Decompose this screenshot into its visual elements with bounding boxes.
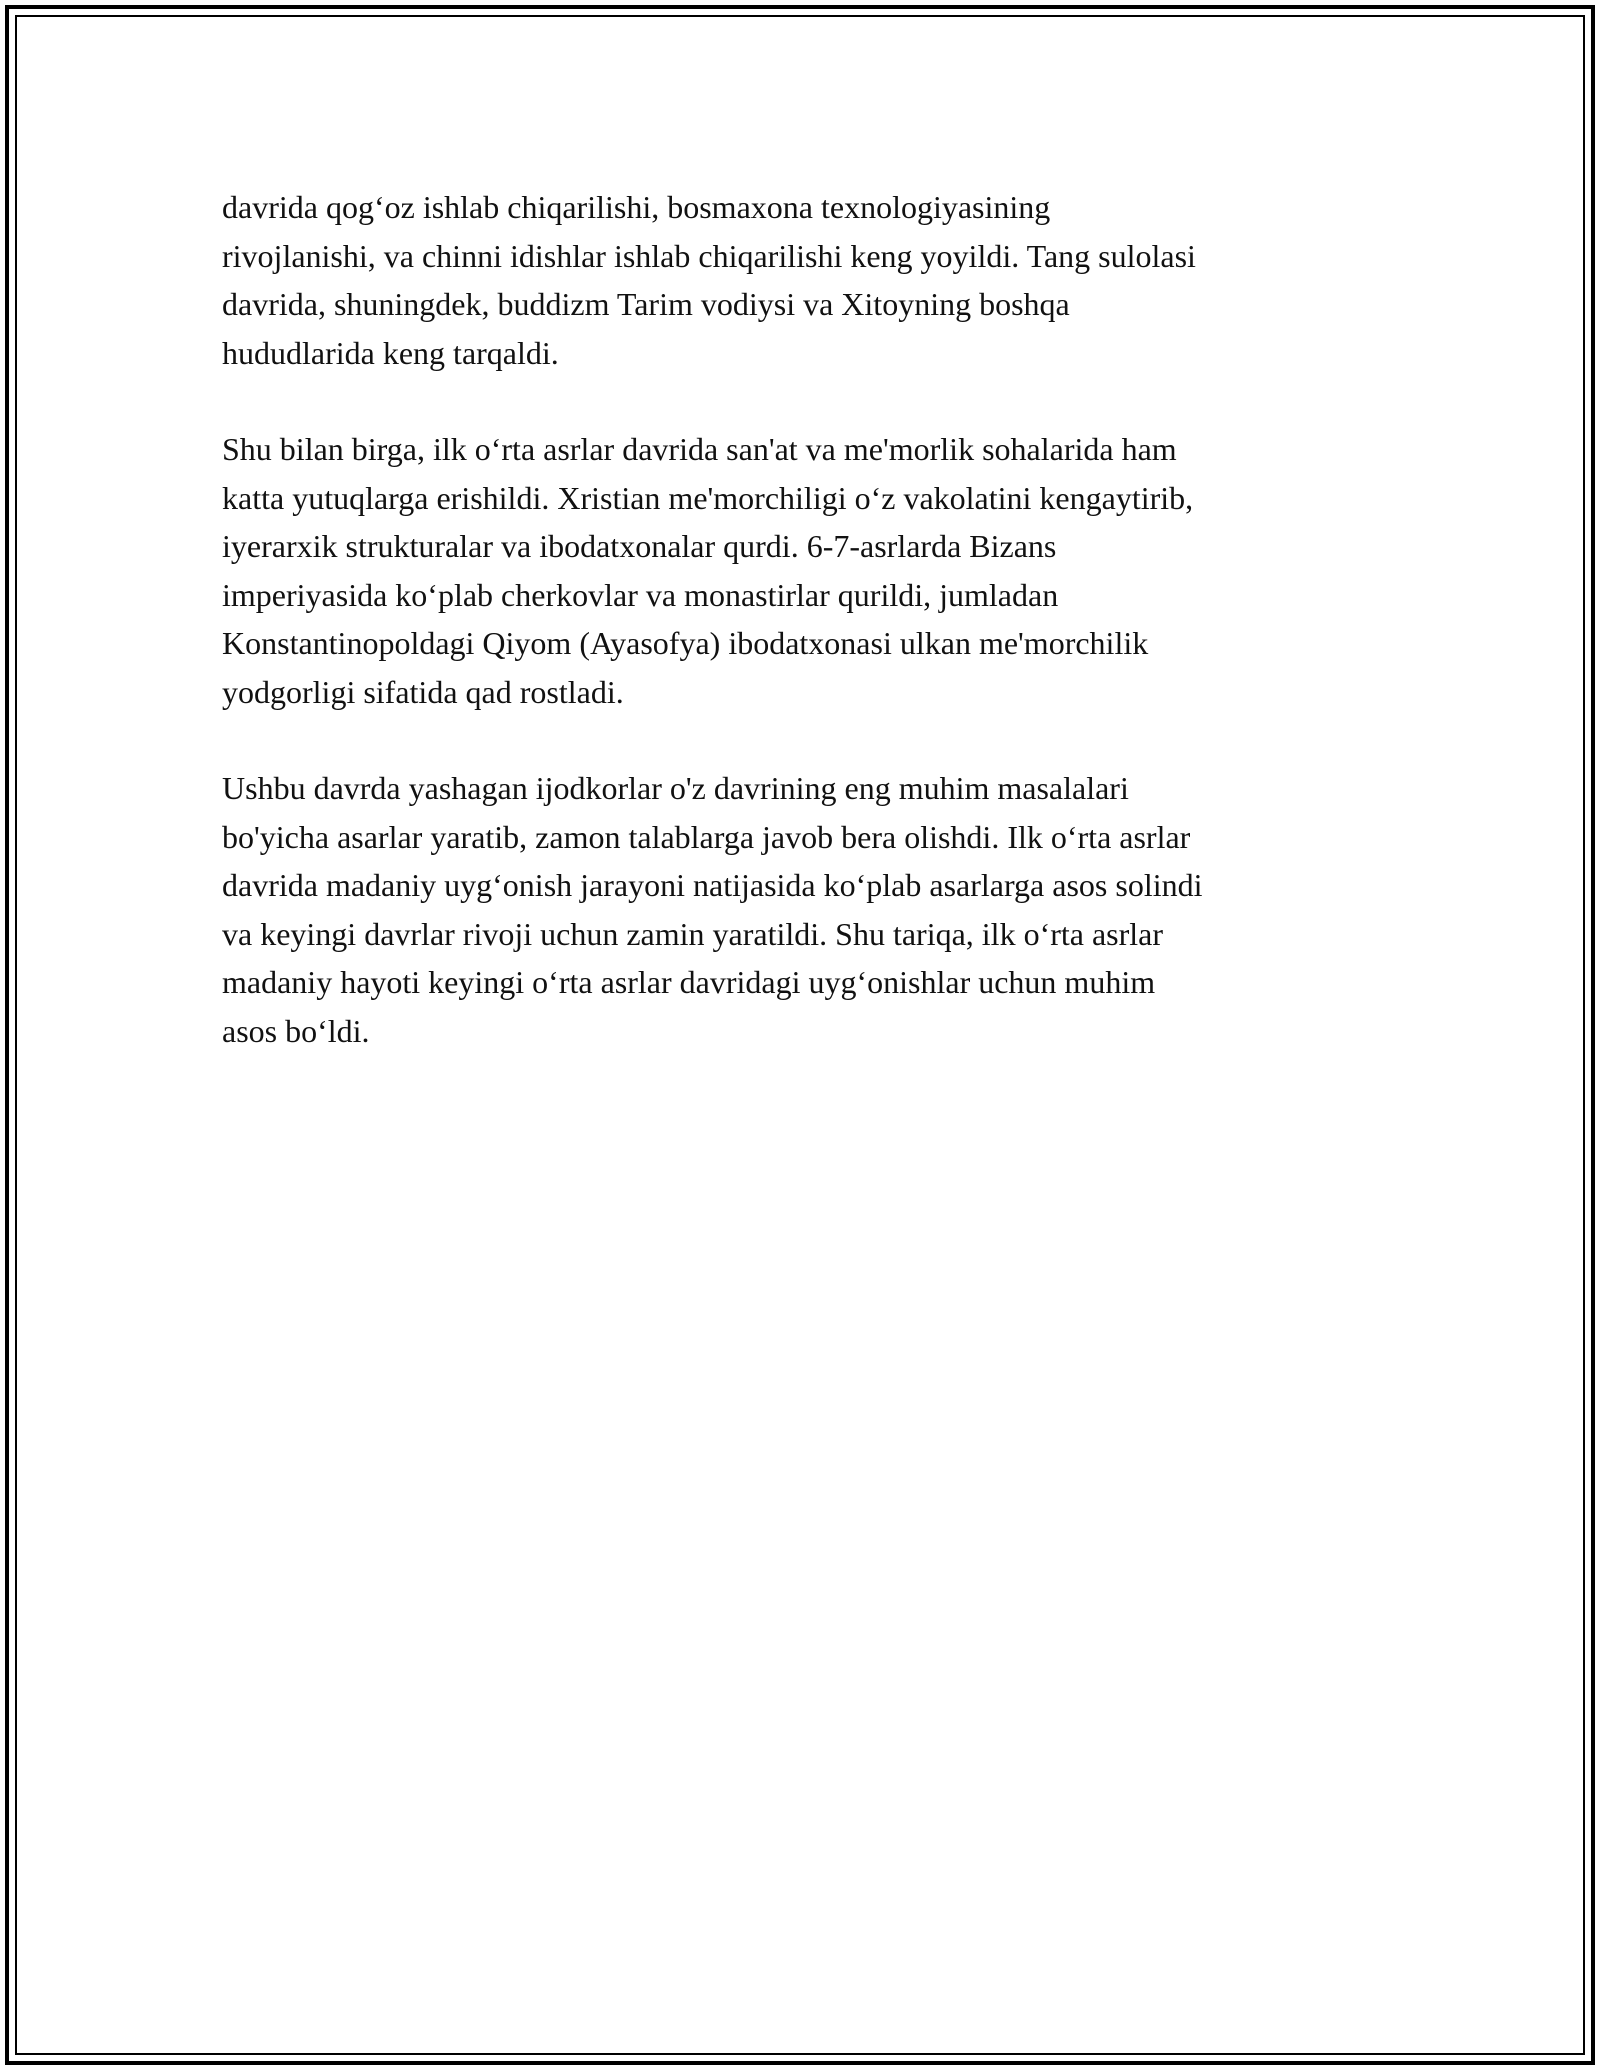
document-body (222, 183, 1372, 1103)
paragraph-2: Shu bilan birga, ilk o‘rta asrlar davrida san'at va me'morlik sohalarida ham katta yutuqlarga erishildi. Xristian me'morchiligi o‘z vakolatini kengaytirib, iyerarxik strukturalar va ibodatxonalar qurdi. 6-7-asrlarda Bizans imperiyasida ko‘plab cherkovlar va monastirlar qurildi, jumladan Konstantinopoldagi Qiyom (Ayasofya) ibodatxonasi ulkan me'morchilik yodgorligi sifatida qad rostladi. (222, 431, 1194, 710)
paragraph-1: davrida qog‘oz ishlab chiqarilishi, bosmaxona texnologiyasining rivojlanishi, va chinni idishlar ishlab chiqarilishi keng yoyildi. Tang sulolasi davrida, shuningdek, buddizm Tarim vodiysi va Xitoyning boshqa hududlarida keng tarqaldi. (222, 189, 1196, 371)
paragraph-3: Ushbu davrda yashagan ijodkorlar o'z davrining eng muhim masalalari bo'yicha asarlar yaratib, zamon talablarga javob bera olishdi. Ilk o‘rta asrlar davrida madaniy uyg‘onish jarayoni natijasida ko‘plab asarlarga asos solindi va keyingi davrlar rivoji uchun zamin yaratildi. Shu tariqa, ilk o‘rta asrlar madaniy hayoti keyingi o‘rta asrlar davridagi uyg‘onishlar uchun muhim asos bo‘ldi. (222, 770, 1203, 1049)
